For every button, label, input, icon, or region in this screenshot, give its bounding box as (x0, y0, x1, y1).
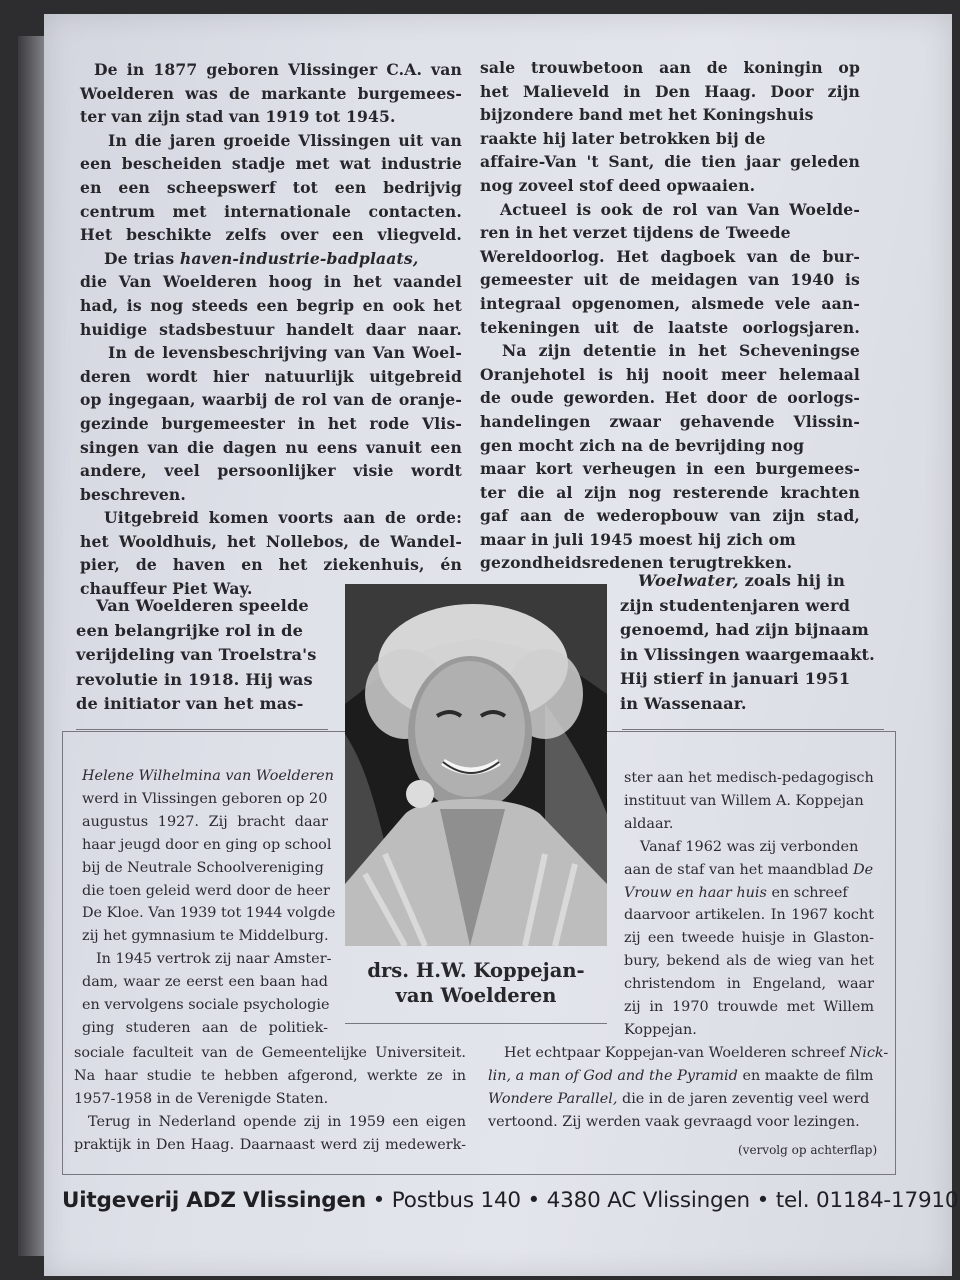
text-line: raakte hij later betrokken bij de (480, 128, 766, 148)
text-line: daarvoor artikelen. In 1967 kocht (624, 907, 874, 924)
text-line: dam, waar ze eerst een baan had (82, 974, 328, 991)
text-line (488, 1065, 882, 1088)
text-line: In de levensbeschrijving van Van Woel- (108, 343, 462, 363)
text-line: deren wordt hier natuurlijk uitgebreid (80, 366, 462, 386)
text-line: een belangrijke rol in de (76, 620, 304, 640)
text-line (488, 1088, 882, 1111)
text-line: het Malieveld in Den Haag. Door zijn (480, 81, 860, 101)
right-column-text (480, 56, 860, 575)
separator-bullet: • (527, 1188, 541, 1213)
text-line: gezondheidsredenen terugtrekken. (480, 553, 793, 573)
text-line: bij de Neutrale Schoolvereniging (82, 859, 324, 876)
text-line (624, 882, 874, 905)
text-line: haar jeugd door en ging op school (82, 836, 332, 853)
text-line: revolutie in 1918. Hij was (76, 669, 313, 689)
text-line: zijn studentenjaren werd (620, 595, 851, 615)
text-line: centrum met internationale contacten. (80, 201, 462, 221)
text-line: handelingen zwaar gehavende Vlissin- (480, 411, 860, 431)
text-line: integraal opgenomen, alsmede vele aan- (480, 293, 860, 313)
text-line: Na zijn detentie in het Scheveningse (502, 341, 860, 361)
text-line: praktijk in Den Haag. Daarnaast werd zij medewerk- (74, 1136, 466, 1153)
text-line: pier, de haven en het ziekenhuis, én (80, 555, 462, 575)
separator-bullet: • (372, 1188, 386, 1213)
text-line: in Wassenaar. (620, 693, 747, 713)
text-line: Vanaf 1962 was zij verbonden (640, 838, 859, 855)
text-line: 1957-1958 in de Verenigde Staten. (74, 1090, 329, 1107)
publisher-name: Uitgeverij ADZ Vlissingen (62, 1188, 366, 1213)
text-line: huidige stadsbestuur handelt daar naar. (80, 319, 462, 339)
text-line: ter die al zijn nog resterende krachten (480, 482, 860, 502)
text-line: bijzondere band met het Koningshuis (480, 105, 814, 125)
text-line: werd in Vlissingen geboren op 20 (82, 790, 328, 807)
text-line: in Vlissingen waargemaakt. (620, 644, 875, 664)
text-line: maar in juli 1945 moest hij zich om (480, 529, 796, 549)
text-line: singen van die dagen nu eens vanuit een (80, 437, 462, 457)
text-line: de initiator van het mas- (76, 694, 304, 713)
text-line: Actueel is ook de rol van Van Woelde- (500, 199, 860, 219)
text-line: die toen geleid werd door de heer (82, 882, 330, 899)
left-column-text (80, 58, 462, 601)
text-line: bury, bekend als de wieg van het (624, 953, 874, 970)
text-line (80, 247, 462, 271)
text-line: ter van zijn stad van 1919 tot 1945. (80, 107, 396, 127)
text-fragment: zoals hij in (738, 571, 846, 590)
caption-line: drs. H.W. Koppejan- (367, 959, 585, 982)
bio-bottom-right-text (488, 1042, 889, 1134)
text-line: een bescheiden stadje met wat industrie (80, 154, 462, 174)
portrait-illustration (345, 584, 607, 946)
italic-film-title: Wondere Parallel, (488, 1090, 618, 1107)
text-line: sociale faculteit van de Gemeentelijke Universiteit. (74, 1045, 466, 1061)
italic-magazine: Vrouw en haar huis (624, 884, 767, 901)
text-line: De Kloe. Van 1939 tot 1944 volgde (82, 905, 336, 922)
text-line: had, is nog steeds een begrip en ook het (80, 295, 462, 315)
text-line: gen mocht zich na de bevrijding nog (480, 435, 805, 455)
bio-bottom-left-text (74, 1042, 466, 1157)
text-line: het Wooldhuis, het Nollebos, de Wandel- (80, 531, 462, 551)
text-line: christendom in Engeland, waar (624, 976, 874, 993)
text-line: nog zoveel stof deed opwaaien. (480, 175, 756, 195)
text-line: Terug in Nederland opende zij in 1959 een eigen (88, 1113, 466, 1130)
publisher-footer (62, 1188, 959, 1213)
bio-right-text (624, 767, 874, 1042)
bio-left-text (82, 765, 336, 1040)
italic-title: Nick- (849, 1045, 889, 1061)
italic-name: Helene Wilhelmina van Woelderen (82, 768, 334, 784)
text-line: De in 1877 geboren Vlissinger C.A. van (94, 60, 462, 79)
text-line: ren in het verzet tijdens de Tweede (480, 223, 791, 243)
separator-bullet: • (756, 1188, 770, 1213)
text-line: In 1945 vertrok zij naar Amster- (96, 951, 332, 968)
postcode: 4380 AC Vlissingen (546, 1188, 750, 1213)
text-line: Woelderen was de markante burgemees- (80, 83, 462, 103)
text-line: ging studeren aan de politiek- (82, 1019, 328, 1036)
text-line: gemeester uit de meidagen van 1940 is (480, 270, 860, 290)
text-line: zij in 1970 trouwde met Willem (624, 999, 874, 1016)
text-line: vertoond. Zij werden vaak gevraagd voor lezingen. (488, 1113, 860, 1130)
text-line: Na haar studie te hebben afgerond, werkte ze in (74, 1067, 466, 1084)
italic-term: haven-industrie-badplaats, (179, 248, 419, 268)
text-line: Hij stierf in januari 1951 (620, 669, 851, 688)
text-line: de oude geworden. Het door de oorlogs- (480, 388, 860, 408)
text-fragment: aan de staf van het maandblad (624, 861, 854, 878)
text-line: sale trouwbetoon aan de koningin op (480, 58, 860, 77)
text-line: Van Woelderen speelde (96, 596, 309, 615)
continued-note: (vervolg op achterflap) (738, 1143, 878, 1157)
text-line: Uitgebreid komen voorts aan de orde: (104, 508, 462, 528)
text-line: augustus 1927. Zij bracht daar (82, 813, 328, 830)
italic-nickname: Woelwater, (638, 571, 739, 590)
text-line: Oranjehotel is hij nooit meer helemaal (480, 364, 860, 384)
right-top-rule (622, 729, 884, 730)
text-fragment: die in de jaren zeventig veel werd (617, 1090, 870, 1107)
text-line: gezinde burgemeester in het rode Vlis- (80, 413, 462, 433)
text-line: andere, veel persoonlijker visie wordt (80, 461, 462, 481)
text-line: chauffeur Piet Way. (80, 579, 253, 599)
text-fragment: Het echtpaar Koppejan-van Woelderen schreef (504, 1045, 850, 1061)
text-line (620, 569, 882, 594)
text-line: gaf aan de wederopbouw van zijn stad, (480, 506, 860, 526)
text-fragment: en schreef (766, 884, 848, 901)
italic-title: lin, a man of God and the Pyramid (488, 1067, 738, 1084)
text-line (488, 1042, 889, 1065)
right-column-lower-text (620, 569, 882, 716)
text-line: affaire-Van 't Sant, die tien jaar geleden (480, 152, 860, 172)
text-line: die Van Woelderen hoog in het vaandel (80, 272, 462, 292)
text-line: Koppejan. (624, 1021, 697, 1038)
text-line: In die jaren groeide Vlissingen uit van (108, 130, 462, 150)
text-line: genoemd, had zijn bijnaam (620, 620, 869, 639)
left-top-rule (76, 729, 328, 730)
caption-line: van Woelderen (395, 984, 557, 1007)
text-line: op ingegaan, waarbij de rol van de oranje- (80, 390, 462, 410)
left-column-lower-text (76, 594, 324, 717)
telephone: tel. 01184-17910 (775, 1188, 959, 1213)
text-line: zij een tweede huisje in Glaston- (624, 930, 874, 947)
text-line: Het beschikte zelfs over een vliegveld. (80, 225, 462, 245)
text-line: beschreven. (80, 484, 186, 504)
text-line: zij het gymnasium te Middelburg. (82, 928, 329, 945)
postbus: Postbus 140 (391, 1188, 521, 1213)
text-line: en vervolgens sociale psychologie (82, 997, 330, 1014)
italic-magazine: De (853, 861, 874, 878)
photo-caption (345, 958, 607, 1008)
bio-name (82, 765, 334, 788)
text-line (624, 859, 874, 882)
text-line: maar kort verheugen in een burgemees- (480, 459, 860, 479)
text-line: verijdeling van Troelstra's (76, 645, 317, 664)
text-line: en een scheepswerf tot een bedrijvig (80, 177, 462, 197)
text-fragment: en maakte de film (737, 1067, 874, 1084)
author-portrait-photo (345, 584, 607, 946)
text-line: aldaar. (624, 815, 674, 832)
text-line: instituut van Willem A. Koppejan (624, 792, 864, 809)
text-line: tekeningen uit de laatste oorlogsjaren. (480, 317, 860, 337)
text-line: ster aan het medisch-pedagogisch (624, 770, 874, 786)
text-fragment: De trias (104, 248, 180, 268)
caption-rule (345, 1023, 607, 1024)
text-line: Wereldoorlog. Het dagboek van de bur- (480, 246, 860, 266)
